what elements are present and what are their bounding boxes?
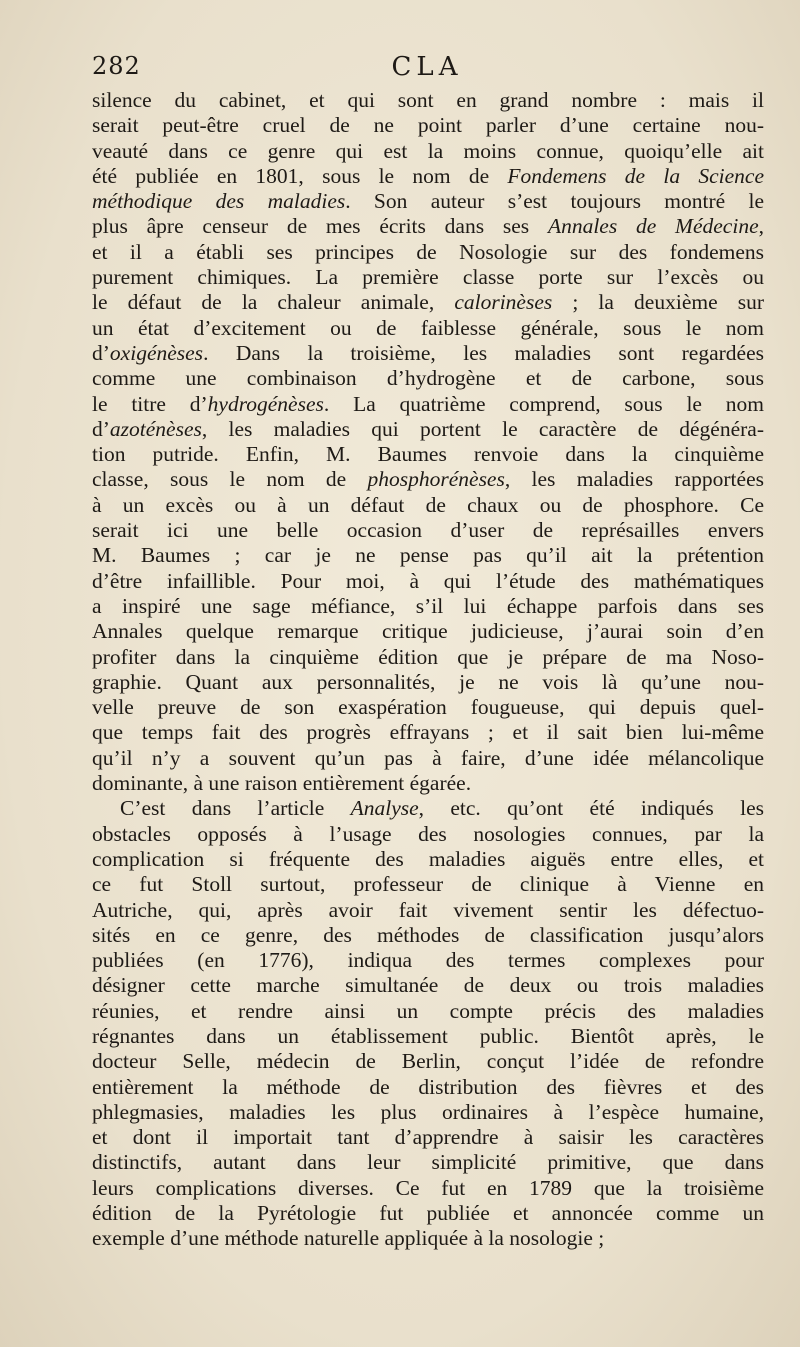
- text-line: serait peut-être cruel de ne point parler d’une certaine nou-: [92, 113, 764, 138]
- text-line: à un excès ou à un défaut de chaux ou de phosphore. Ce: [92, 492, 764, 517]
- text-line: silence du cabinet, et qui sont en grand nombre : mais il: [92, 88, 764, 112]
- text-line: entièrement la méthode de distribution des fièvres et des: [92, 1074, 764, 1099]
- text-line: veauté dans ce genre qui est la moins connue, quoiqu’elle ait: [92, 138, 764, 163]
- text-line: Autriche, qui, après avoir fait vivement sentir les défectuo-: [92, 897, 764, 922]
- text-line: réunies, et rendre ainsi un compte précis des maladies: [92, 998, 764, 1023]
- running-head: CLA: [391, 52, 463, 82]
- text-line: d’azoténèses, les maladies qui portent le caractère de dégénéra-: [92, 416, 764, 441]
- text-line: exemple d’une méthode naturelle appliquée à la nosologie ;: [92, 1226, 605, 1251]
- text-line: publiées (en 1776), indiqua des termes complexes pour: [92, 948, 764, 973]
- text-line: et dont il importait tant d’apprendre à saisir les caractères: [92, 1125, 764, 1150]
- text-line: complication si fréquente des maladies aiguës entre elles, et: [92, 846, 764, 871]
- text-line: plus âpre censeur de mes écrits dans ses Annales de Médecine,: [92, 214, 764, 239]
- text-line: et il a établi ses principes de Nosologie sur des fondemens: [92, 239, 764, 264]
- text-line: leurs complications diverses. Ce fut en 1789 que la troisième: [92, 1175, 764, 1200]
- page-header: [92, 52, 762, 88]
- text-line: docteur Selle, médecin de Berlin, conçut l’idée de refondre: [92, 1049, 764, 1074]
- text-line: graphie. Quant aux personnalités, je ne vois là qu’une nou-: [92, 669, 764, 694]
- text-line: obstacles opposés à l’usage des nosologies connues, par la: [92, 821, 764, 846]
- text-line: dominante, à une raison entièrement égarée.: [92, 771, 472, 796]
- text-line: M. Baumes ; car je ne pense pas qu’il ait la prétention: [92, 543, 764, 568]
- text-line: tion putride. Enfin, M. Baumes renvoie dans la cinquième: [92, 442, 764, 467]
- page-number: 282: [92, 52, 141, 80]
- text-line: profiter dans la cinquième édition que je prépare de ma Noso-: [92, 644, 764, 669]
- text-line: purement chimiques. La première classe porte sur l’excès ou: [92, 265, 764, 290]
- text-line: un état d’excitement ou de faiblesse générale, sous le nom: [92, 315, 764, 340]
- text-line: édition de la Pyrétologie fut publiée et annoncée comme un: [92, 1201, 764, 1226]
- text-line: velle preuve de son exaspération fougueuse, qui depuis quel-: [92, 695, 764, 720]
- text-line: le défaut de la chaleur animale, calorinèses ; la deuxième sur: [92, 290, 765, 315]
- text-line: a inspiré une sage méfiance, s’il lui échappe parfois dans ses: [92, 593, 764, 618]
- text-line: régnantes dans un établissement public. Bientôt après, le: [92, 1023, 764, 1048]
- text-line: méthodique des maladies. Son auteur s’est toujours montré le: [92, 189, 764, 214]
- text-line: désigner cette marche simultanée de deux ou trois maladies: [92, 973, 764, 998]
- text-line: comme une combinaison d’hydrogène et de carbone, sous: [92, 366, 764, 391]
- text-line: d’oxigénèses. Dans la troisième, les maladies sont regardées: [92, 340, 764, 365]
- text-line: le titre d’hydrogénèses. La quatrième comprend, sous le nom: [92, 391, 764, 416]
- text-line: d’être infaillible. Pour moi, à qui l’étude des mathématiques: [92, 568, 764, 593]
- text-line: C’est dans l’article Analyse, etc. qu’ont été indiqués les: [120, 796, 764, 821]
- text-line: qu’il n’y a souvent qu’un pas à faire, d’une idée mélancolique: [92, 745, 764, 770]
- text-line: distinctifs, autant dans leur simplicité primitive, que dans: [92, 1150, 764, 1175]
- text-line: phlegmasies, maladies les plus ordinaires à l’espèce humaine,: [92, 1099, 764, 1124]
- text-line: ce fut Stoll surtout, professeur de clinique à Vienne en: [92, 872, 764, 897]
- text-line: sités en ce genre, des méthodes de classification jusqu’alors: [92, 922, 764, 947]
- body-text: [92, 88, 764, 1252]
- text-line: que temps fait des progrès effrayans ; et il sait bien lui-même: [92, 720, 764, 745]
- text-line: classe, sous le nom de phosphorénèses, les maladies rapportées: [92, 467, 764, 492]
- text-line: Annales quelque remarque critique judicieuse, j’aurai soin d’en: [92, 619, 764, 644]
- text-line: été publiée en 1801, sous le nom de Fondemens de la Science: [92, 163, 764, 188]
- text-line: serait ici une belle occasion d’user de représailles envers: [92, 518, 764, 543]
